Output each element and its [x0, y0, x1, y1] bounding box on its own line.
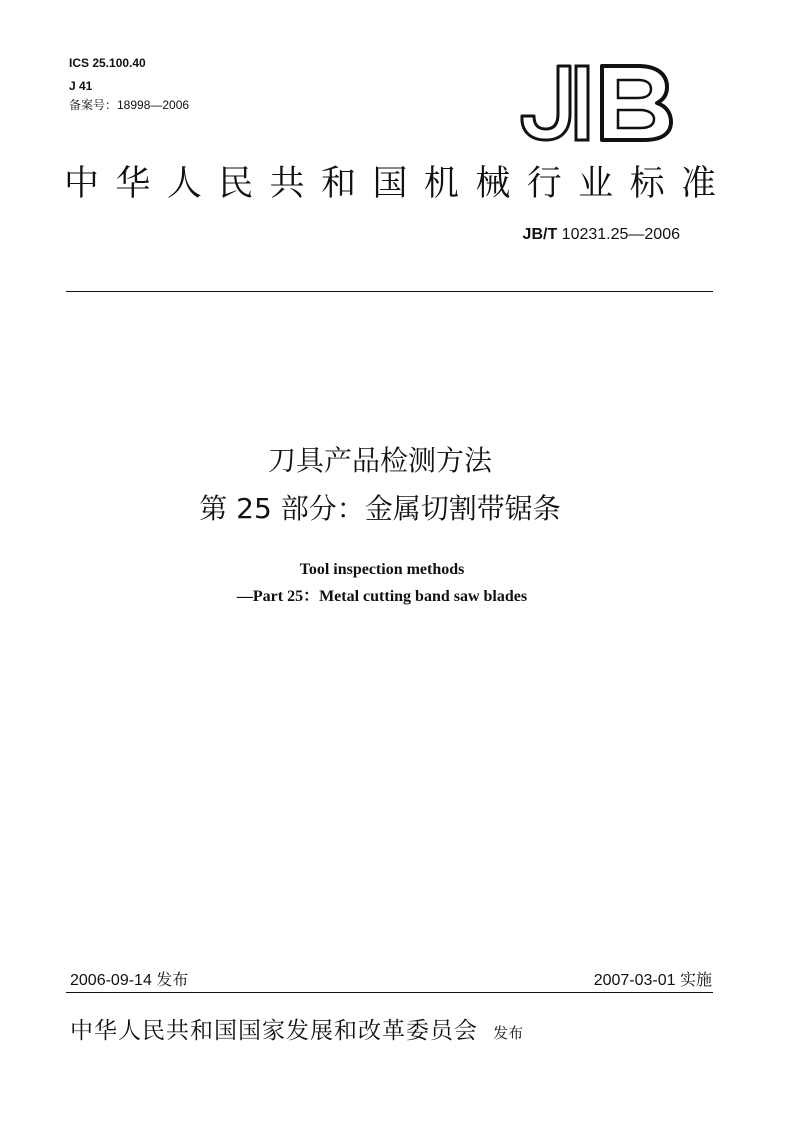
publish-date: [70, 970, 188, 991]
publisher-org: 中华人民共和国国家发展和改革委员会: [70, 1018, 478, 1044]
document-title-en-line2: —Part 25：Metal cutting band saw blades: [236, 588, 528, 605]
record-number: 备案号：18998—2006: [69, 98, 190, 112]
publisher-suffix: 发布: [493, 1024, 524, 1042]
publisher: [70, 1013, 523, 1051]
ccs-code: J 41: [69, 79, 93, 93]
jb-logo: [518, 62, 682, 144]
publish-date-value: 2006-09-14: [70, 972, 152, 989]
document-title-cn-line2: 第 25 部分：金属切割带锯条: [199, 492, 561, 525]
standard-number-prefix: JB/T: [522, 226, 558, 243]
publish-date-label: 发布: [156, 970, 189, 989]
implement-date: [594, 970, 712, 991]
document-title-cn-line1: 刀具产品检测方法: [267, 444, 492, 477]
ics-code: ICS 25.100.40: [69, 56, 146, 70]
standard-number-value: 10231.25—2006: [561, 226, 680, 243]
implement-date-value: 2007-03-01: [593, 972, 676, 989]
footer-divider: [66, 992, 713, 993]
industry-standard-title: 中华人民共和国机械行业标准: [64, 164, 716, 204]
document-title-en-line1: Tool inspection methods: [299, 561, 465, 578]
standard-number: [523, 225, 680, 245]
header-divider: [66, 291, 713, 292]
implement-date-label: 实施: [679, 970, 712, 989]
